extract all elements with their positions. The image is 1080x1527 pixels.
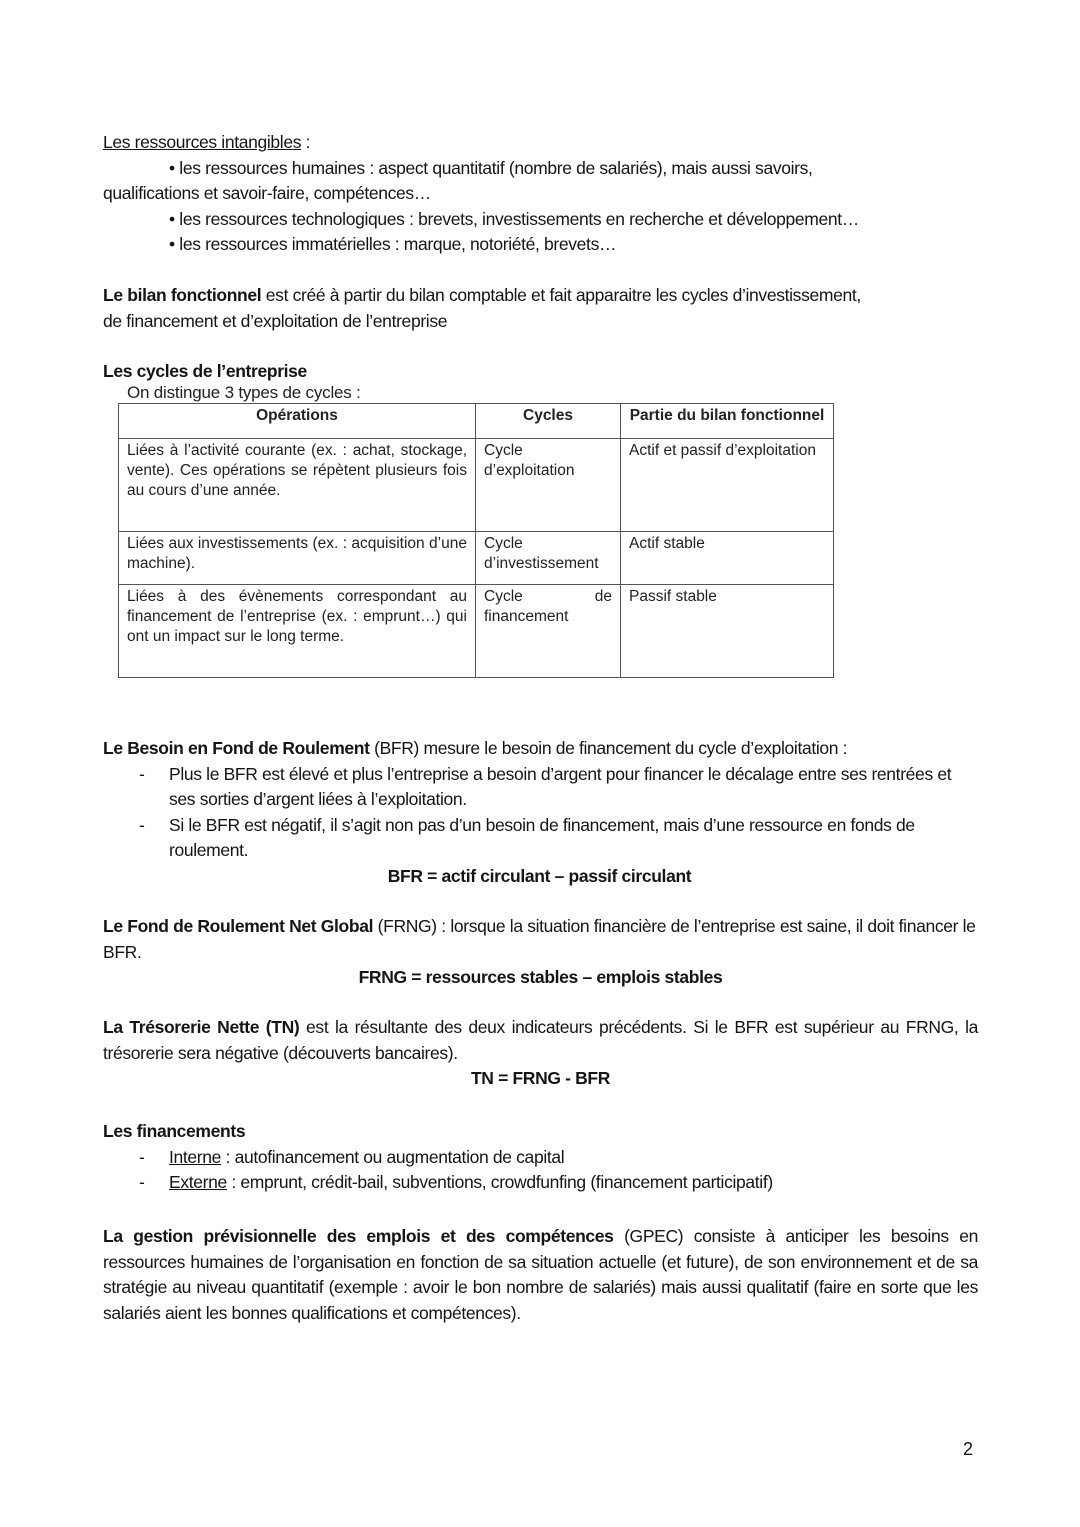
frng-formula: FRNG = ressources stables – emplois stables [358, 967, 723, 987]
bullet-icon: • [169, 234, 175, 254]
table-cell: Cycle de financement [476, 585, 621, 678]
bullet-icon: • [169, 208, 175, 229]
tn-section: La Trésorerie Nette (TN) est la résultante des deux indicateurs précédents. Si le BFR est supérieur au FRNG, la trésorerie sera négative (découverts bancaires). TN = FRNG - BFR [103, 1017, 978, 1088]
list-item: - Interne : autofinancement ou augmentation de capital [103, 1145, 978, 1171]
gpec-term: La gestion prévisionnelle des emplois et des compétences [103, 1226, 614, 1246]
intangibles-heading-line: Les ressources intangibles : [103, 132, 311, 152]
list-item: - Plus le BFR est élevé et plus l’entreprise a besoin d’argent pour financer le décalage entre ses rentrées et ses sorties d’argent liées à l’exploitation. [139, 763, 952, 809]
table-cell: Liées à des évènements correspondant au financement de l’entreprise (ex. : emprunt…) qui ont un impact sur le long terme. [119, 585, 476, 678]
financements-section [103, 1119, 978, 1196]
bullet-item: • les ressources technologiques : brevets, investissements en recherche et développement… [169, 208, 859, 229]
bilan-paragraph: Le bilan fonctionnel est créé à partir du bilan comptable et fait apparaitre les cycles d’investissement, de financement et d’exploitation de l’entreprise [103, 285, 861, 331]
cycles-heading: Les cycles de l’entreprise [103, 361, 307, 381]
financement-label: Externe [169, 1172, 227, 1192]
table-cell: Actif stable [621, 532, 834, 585]
header-operations: Opérations [119, 404, 476, 439]
header-partie-bilan: Partie du bilan fonctionnel [621, 404, 834, 439]
table-header-row [119, 404, 834, 439]
bullet-item: • les ressources immatérielles : marque, notoriété, brevets… [169, 234, 617, 254]
bullet-icon: • [169, 157, 175, 178]
cycles-table [118, 403, 834, 678]
financements-list [103, 1145, 978, 1196]
gpec-paragraph: La gestion prévisionnelle des emplois et des compétences (GPEC) consiste à anticiper les besoins en ressources humaines de l’organisation en fonction de sa situation actuelle (et future), de son environnement et de sa stratégie au niveau quantitatif (exemple : avoir le bon nombre de salariés) mais aussi qualitatif (faire en sorte que les salariés aient les bonnes qualifications et compétences). [103, 1226, 978, 1323]
table-row [119, 439, 834, 532]
page-number: 2 [963, 1439, 974, 1459]
tn-formula: TN = FRNG - BFR [470, 1068, 611, 1088]
table-cell: Liées aux investissements (ex. : acquisition d’une machine). [119, 532, 476, 585]
table-cell: Passif stable [621, 585, 834, 678]
bullet-item: • les ressources humaines : aspect quantitatif (nombre de salariés), mais aussi savoirs, [169, 157, 813, 178]
financement-label: Interne [169, 1146, 222, 1167]
dash-icon: - [139, 1146, 145, 1167]
bfr-term: Le Besoin en Fond de Roulement [103, 738, 370, 758]
list-item: - Si le BFR est négatif, il s’agit non pas d’un besoin de financement, mais d’une ressource en fonds de roulement. [139, 814, 915, 860]
table-cell: Cycle d’exploitation [476, 439, 621, 532]
intangibles-section [103, 130, 978, 258]
intangibles-heading: Les ressources intangibles [103, 132, 302, 152]
bfr-section: Le Besoin en Fond de Roulement (BFR) mesure le besoin de financement du cycle d’exploitation : - Plus le BFR est élevé et plus l’entreprise a besoin d’argent pour financer le décalage entre ses rentrées et ses sorties d’argent liées à l’exploitation. - Si le BFR est négatif, il s’agit non pas d’un besoin de financement, mais d’une ressource en fonds de roulement. BFR = actif circulant – passif circulant [103, 736, 978, 889]
table-cell: Cycle d’investissement [476, 532, 621, 585]
cycles-intro: On distingue 3 types de cycles : [127, 383, 361, 402]
dash-icon: - [139, 814, 145, 835]
bfr-list [103, 762, 978, 864]
tn-term: La Trésorerie Nette (TN) [103, 1017, 300, 1037]
list-item: - Externe : emprunt, crédit-bail, subventions, crowdfunfing (financement participatif) [103, 1170, 978, 1196]
table-cell: Liées à l’activité courante (ex. : achat, stockage, vente). Ces opérations se répètent plusieurs fois au cours d’une année. [119, 439, 476, 532]
bfr-formula: BFR = actif circulant – passif circulant [387, 865, 692, 886]
dash-icon: - [139, 1172, 145, 1192]
bilan-term: Le bilan fonctionnel [103, 285, 262, 305]
dash-icon: - [139, 763, 145, 784]
table-row [119, 532, 834, 585]
financements-heading: Les financements [103, 1121, 246, 1141]
bullet-continuation: qualifications et savoir-faire, compétences… [103, 183, 431, 203]
frng-term: Le Fond de Roulement Net Global [103, 916, 374, 936]
header-cycles: Cycles [476, 404, 621, 439]
frng-section: Le Fond de Roulement Net Global (FRNG) : lorsque la situation financière de l’entreprise est saine, il doit financer le BFR. FRNG = ressources stables – emplois stables [103, 916, 976, 987]
table-row [119, 585, 834, 678]
table-cell: Actif et passif d’exploitation [621, 439, 834, 532]
